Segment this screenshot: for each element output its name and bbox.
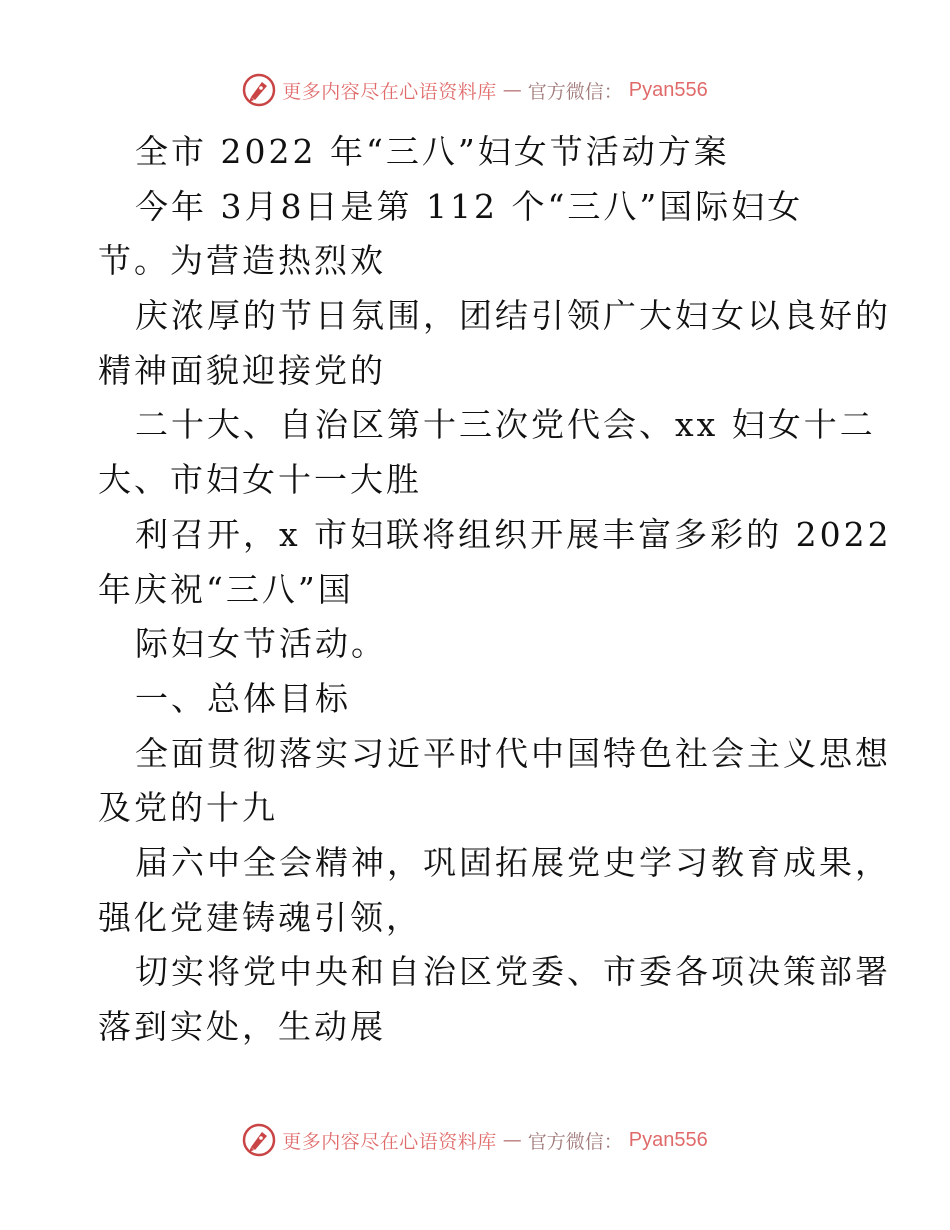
document-text-line: 强化党建铸魂引领， bbox=[98, 897, 422, 937]
watermark-dash: — bbox=[502, 79, 522, 101]
document-text-line: 及党的十九 bbox=[98, 788, 278, 828]
pen-nib-logo-icon bbox=[242, 1123, 276, 1157]
footer-watermark-banner bbox=[0, 1120, 950, 1160]
document-text-line: 落到实处，生动展 bbox=[98, 1007, 386, 1046]
watermark-wechat-label: 官方微信： bbox=[527, 80, 623, 103]
document-text-line: 际妇女节活动。 bbox=[135, 624, 387, 664]
watermark-dash: — bbox=[502, 1129, 522, 1151]
document-text-line: 庆浓厚的节日氛围，团结引领广大妇女以良好的 bbox=[135, 296, 891, 336]
document-text-line: 今年 3月8日是第 112 个“三八”国际妇女 bbox=[135, 186, 804, 226]
document-text-line: 大、市妇女十一大胜 bbox=[98, 460, 422, 500]
document-text-line: 二十大、自治区第十三次党代会、xx 妇女十二 bbox=[135, 405, 876, 445]
document-body bbox=[98, 125, 898, 1055]
document-text-line: 届六中全会精神，巩固拓展党史学习教育成果， bbox=[135, 842, 891, 882]
watermark-wechat-id: Pyan556 bbox=[628, 1128, 708, 1151]
watermark-wechat-label: 官方微信： bbox=[527, 1130, 623, 1153]
watermark-wechat-id: Pyan556 bbox=[628, 78, 708, 101]
document-title: 全市 2022 年“三八”妇女节活动方案 bbox=[135, 132, 730, 171]
watermark-site-text: 更多内容尽在心语资料库 bbox=[282, 1130, 497, 1153]
document-text-line: 年庆祝“三八”国 bbox=[98, 569, 354, 609]
document-text-line: 节。为营造热烈欢 bbox=[98, 241, 386, 281]
document-text-line: 切实将党中央和自治区党委、市委各项决策部署 bbox=[135, 952, 891, 992]
pen-nib-logo-icon bbox=[242, 73, 276, 107]
document-text-line: 精神面貌迎接党的 bbox=[98, 350, 386, 390]
document-text-line: 利召开，x 市妇联将组织开展丰富多彩的 2022 bbox=[135, 514, 892, 554]
header-watermark-banner bbox=[0, 70, 950, 110]
document-text-line: 全面贯彻落实习近平时代中国特色社会主义思想 bbox=[135, 733, 891, 773]
document-text-line: 一、总体目标 bbox=[135, 678, 351, 718]
watermark-site-text: 更多内容尽在心语资料库 bbox=[282, 80, 497, 103]
